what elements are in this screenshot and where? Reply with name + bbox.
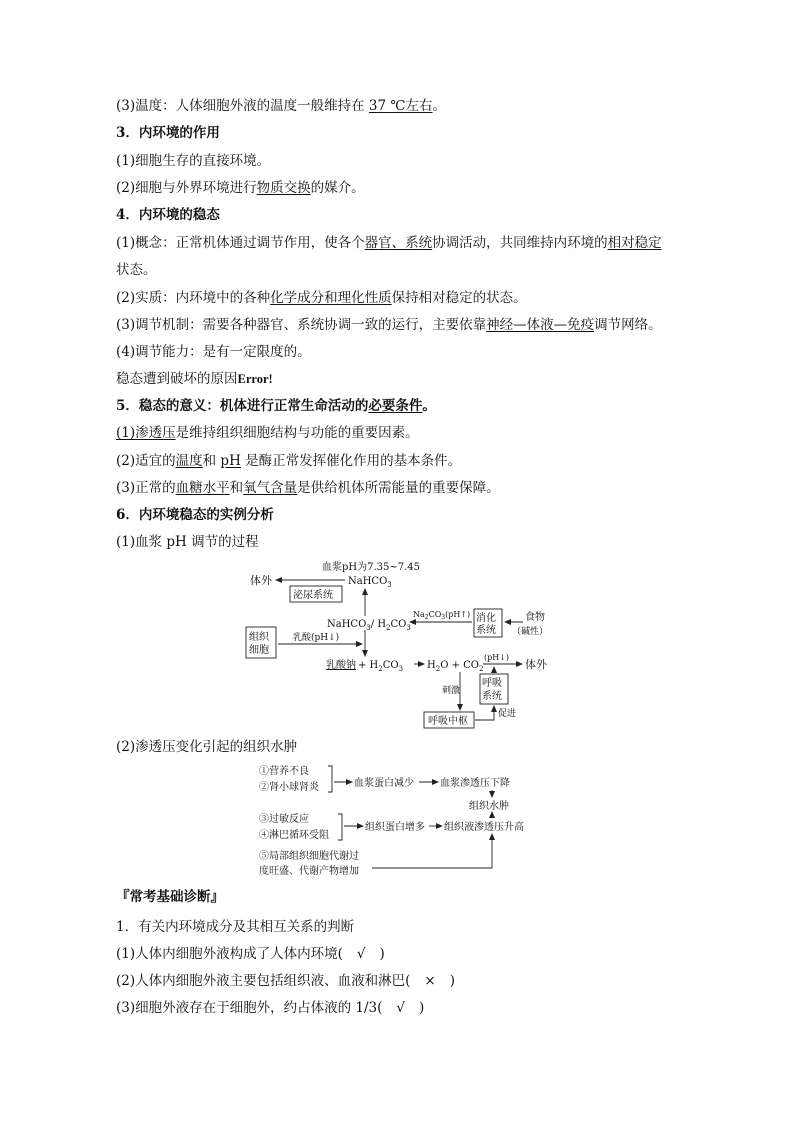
line-concept: (1)概念：正常机体通过调节作用，使各个器官、系统协调活动，共同维持内环境的相对稳定 bbox=[116, 235, 662, 251]
subheading-edema: (2)渗透压变化引起的组织水肿 bbox=[116, 739, 298, 755]
result-3: 组织蛋白增多 bbox=[365, 822, 425, 833]
line-cause: 稳态遭到破坏的原因Error! bbox=[116, 371, 273, 387]
resp-center-label: 呼吸中枢 bbox=[428, 716, 468, 727]
heading-role: 3．内环境的作用 bbox=[116, 125, 220, 141]
line-osmotic: (1)渗透压是维持组织细胞结构与功能的重要因素。 bbox=[116, 425, 419, 441]
body-out-label: 体外 bbox=[250, 574, 272, 587]
edema-diagram bbox=[256, 762, 544, 880]
arrow-promote bbox=[475, 706, 494, 720]
line-role-1: (1)细胞生存的直接环境。 bbox=[116, 153, 271, 169]
line-mechanism: (3)调节机制：需要各种器官、系统协调一致的运行，主要依靠神经—体液—免疫调节网络。 bbox=[116, 317, 662, 333]
stimulate-label: 刺激 bbox=[442, 686, 461, 696]
judgement-3: (3)细胞外液存在于细胞外，约占体液的 1/3( √ ) bbox=[116, 1000, 425, 1016]
food-label: 食物 bbox=[525, 612, 545, 623]
arrow-c5 bbox=[372, 834, 492, 868]
body-out-label-2: 体外 bbox=[525, 658, 547, 671]
cause-5b: 度旺盛、代谢产物增加 bbox=[259, 866, 359, 877]
urinary-system-label: 泌尿系统 bbox=[293, 590, 333, 601]
resp-label-1: 呼吸 bbox=[482, 678, 502, 689]
edema-label: 组织水肿 bbox=[469, 801, 509, 812]
tissue-label-1: 组织 bbox=[249, 632, 269, 643]
heading-homeostasis: 4．内环境的稳态 bbox=[116, 207, 220, 223]
result-2: 血浆渗透压下降 bbox=[440, 778, 510, 789]
line-significance: 5．稳态的意义：机体进行正常生命活动的必要条件。 bbox=[116, 398, 436, 414]
promote-label: 促进 bbox=[498, 709, 517, 719]
subheading-ph: (1)血浆 pH 调节的过程 bbox=[116, 534, 259, 550]
line-concept-cont: 状态。 bbox=[116, 262, 157, 278]
line-glucose-oxygen: (3)正常的血糖水平和氧气含量是供给机体所需能量的重要保障。 bbox=[116, 480, 500, 496]
ph-down-label: (pH↓) bbox=[484, 653, 510, 662]
line-temperature: (3)温度：人体细胞外液的温度一般维持在 37 ℃左右。 bbox=[116, 98, 446, 114]
resp-label-2: 系统 bbox=[482, 691, 502, 702]
nahco3-top: NaHCO$_3$ bbox=[348, 576, 392, 589]
diagnosis-heading: 1．有关内环境成分及其相互关系的判断 bbox=[116, 919, 355, 935]
judgement-1: (1)人体内细胞外液构成了人体内环境( √ ) bbox=[116, 946, 385, 962]
water-co2: $H_2O + CO_2$ bbox=[427, 660, 484, 673]
cause-4: ④淋巴循环受阻 bbox=[259, 830, 329, 841]
result-4: 组织液渗透压升高 bbox=[444, 822, 524, 833]
line-temp-ph: (2)适宜的温度和 pH 是酶正常发挥催化作用的基本条件。 bbox=[116, 453, 462, 469]
line-essence: (2)实质：内环境中的各种化学成分和理化性质保持相对稳定的状态。 bbox=[116, 290, 527, 306]
buffer-pair: NaHCO$_3$/ $H_2CO_3$ bbox=[327, 619, 411, 632]
digestive-label-2: 系统 bbox=[476, 625, 496, 636]
digestive-label-1: 消化 bbox=[476, 613, 496, 624]
cause-3: ③过敏反应 bbox=[259, 814, 309, 825]
section-diagnosis: 『常考基础诊断』 bbox=[116, 889, 224, 905]
result-1: 血浆蛋白减少 bbox=[354, 778, 414, 789]
bracket-2 bbox=[338, 814, 342, 840]
bracket-1 bbox=[328, 766, 332, 792]
ph-range-label: 血浆pH为7.35~7.45 bbox=[322, 562, 421, 573]
ph-regulation-diagram bbox=[240, 556, 570, 732]
na2co3-label: $Na_2CO_3(pH↑)$ bbox=[413, 610, 471, 621]
answer-mark-3: √ bbox=[396, 1000, 406, 1016]
heading-examples: 6．内环境稳态的实例分析 bbox=[116, 507, 274, 523]
cause-1: ①营养不良 bbox=[259, 766, 309, 777]
alkaline-label: （碱性） bbox=[512, 627, 549, 637]
reaction-products: 乳酸钠 + $H_2CO_3$ bbox=[326, 660, 404, 673]
line-role-2: (2)细胞与外界环境进行物质交换的媒介。 bbox=[116, 180, 365, 196]
answer-mark-2: × bbox=[424, 973, 436, 989]
answer-mark-1: √ bbox=[356, 946, 366, 962]
lactic-acid-label: 乳酸(pH↓) bbox=[293, 633, 340, 643]
cause-5a: ⑤局部组织细胞代谢过 bbox=[259, 851, 359, 862]
cause-2: ②肾小球肾炎 bbox=[259, 782, 319, 793]
line-capacity: (4)调节能力：是有一定限度的。 bbox=[116, 344, 311, 360]
tissue-label-2: 细胞 bbox=[249, 645, 269, 656]
judgement-2: (2)人体内细胞外液主要包括组织液、血液和淋巴( × ) bbox=[116, 973, 455, 989]
